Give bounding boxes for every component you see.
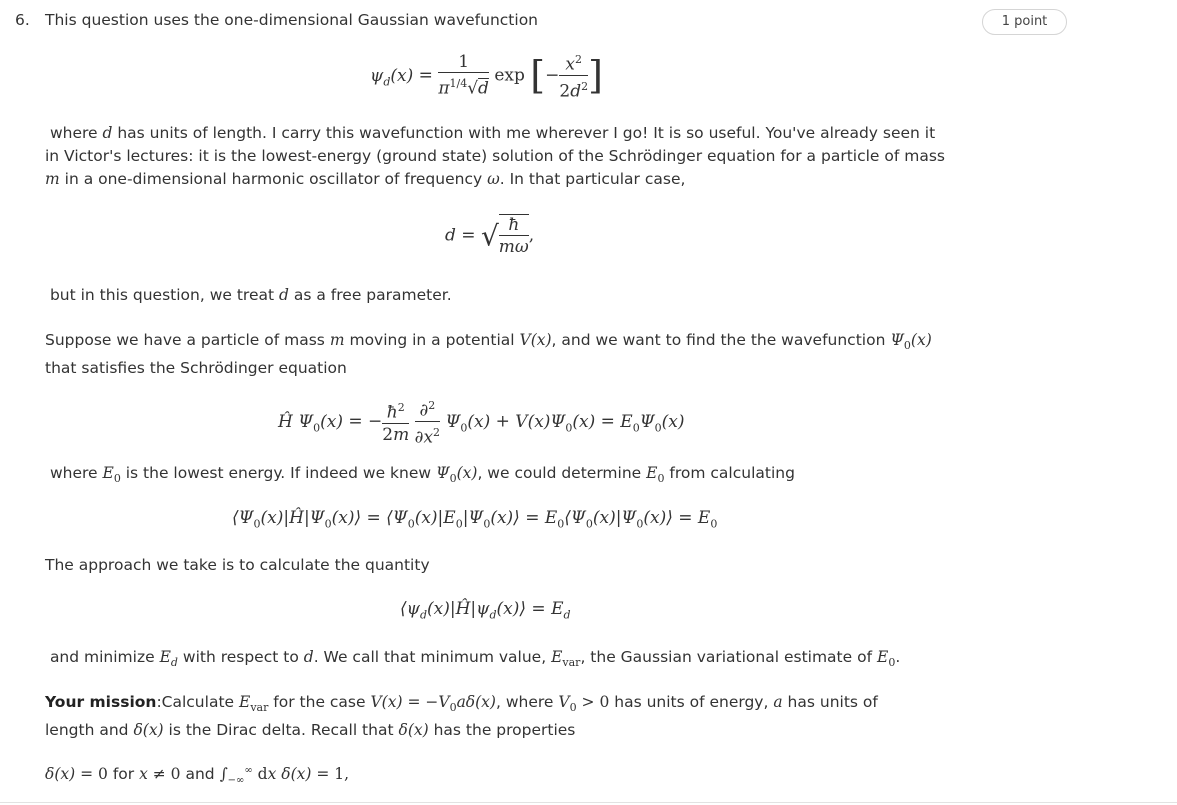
question-title: This question uses the one-dimensional Gaussian wavefunction (45, 11, 538, 29)
points-badge: 1 point (982, 9, 1067, 35)
paragraph-suppose: Suppose we have a particle of mass m moving in a potential V(x), and we want to find the the wavefunction $\Psi_0(x)$ that satisfies the Schrödinger equation (45, 331, 932, 378)
question-number: 6. (15, 11, 30, 29)
paragraph-delta-properties: δ(x) = 0 for x ≠ 0 and $\int_{-\infty}^\infty$ dx δ(x) = 1, (45, 765, 350, 787)
paragraph-approach: The approach we take is to calculate the quantity (45, 556, 430, 574)
paragraph-lowest-energy: where $E_0$ is the lowest energy. If indeed we knew $\Psi_0(x)$, we could determine $E_0$ from calculating (49, 464, 795, 486)
paragraph-minimize: and minimize $E_d$ with respect to d. We call that minimum value, $E_{var}$, the Gaussian variational estimate of $E_0$. (49, 648, 901, 670)
paragraph-mission: Your mission:Calculate $E_{var}$ for the case $V(x) = -V_0a\delta(x)$, where $V_0 > 0$ has units of energy, a has units of length and δ(x) is the Dirac delta. Recall that δ(x) has the properties (45, 693, 878, 740)
paragraph-units-of-d: where d has units of length. I carry this wavefunction with me wherever I go! It is so useful. You've already seen it in Victor's lectures: it is the lowest-energy (ground state) solution of the Schrödinger equation for a particle of mass m in a one-dimensional harmonic oscillator of frequency ω. In that particular case, (45, 124, 945, 188)
paragraph-free-parameter: but in this question, we treat d as a free parameter. (49, 286, 452, 304)
bottom-divider (0, 802, 1177, 803)
